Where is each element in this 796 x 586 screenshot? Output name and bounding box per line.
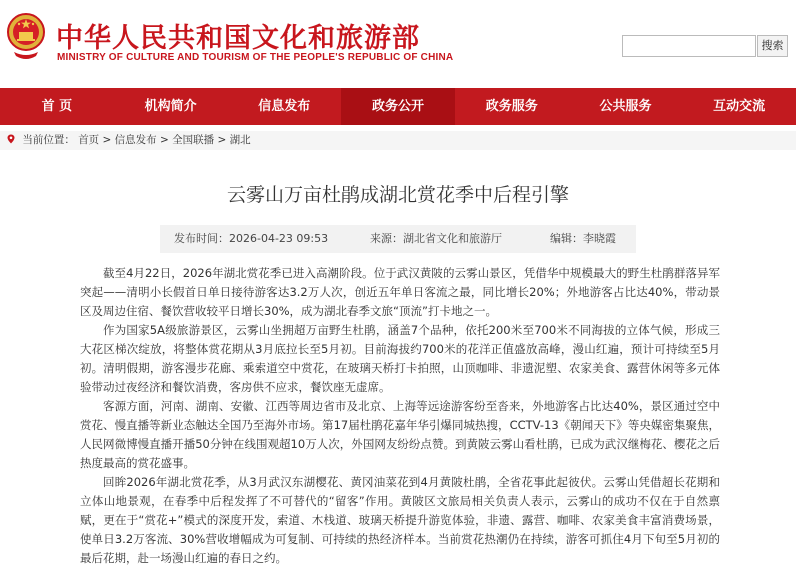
article-title: 云雾山万亩杜鹃成湖北赏花季中后程引擎 xyxy=(226,184,569,206)
article-paragraph: 客源方面，河南、湖南、安徽、江西等周边省市及北京、上海等远途游客纷至沓来，外地游客占比达40%，景区通过空中赏花、慢直播等新业态触达全国乃至海外市场。第17届杜鹃花嘉年华引爆同城热搜，CCTV-13《朝闻天下》等央媒密集聚焦，人民网微博慢直播开播50分钟在线围观超10万人次，外国网友纷纷点赞。到黄陂云雾山看杜鹃，已成为武汉继梅花、樱花之后热度最高的赏花盛事。 xyxy=(80,399,720,470)
breadcrumb-item-home[interactable]: 首页 xyxy=(78,134,100,146)
article-paragraph: 回眸2026年湖北赏花季，从3月武汉东湖樱花、黄冈油菜花到4月黄陂杜鹃，全省花事此起彼伏。云雾山凭借超长花期和立体山地景观，在春季中后程发挥了不可替代的“留客”作用。黄陂区文旅局相关负责人表示，云雾山的成功不仅在于自然禀赋，更在于“赏花+”模式的深度开发，索道、木栈道、玻璃天桥提升游览体验，非遗、露营、咖啡、农家美食丰富消费场景，使单日3.2万客流、30%营收增幅成为可复制、可持续的热经济样本。当前赏花热潮仍在持续，游客可抓住4月下旬至5月初的最后花期，赴一场漫山红遍的春日之约。 xyxy=(80,475,720,565)
breadcrumb-separator: > xyxy=(160,134,173,146)
breadcrumb xyxy=(0,131,796,150)
article-body xyxy=(80,264,720,568)
national-emblem-icon[interactable] xyxy=(6,8,46,64)
location-icon xyxy=(6,134,16,144)
nav-item-government-services[interactable]: 政务服务 xyxy=(485,99,538,114)
publish-time: 发布时间：2026-04-23 09:53 xyxy=(174,232,329,245)
breadcrumb-item-news[interactable]: 信息发布 xyxy=(114,134,157,146)
search-input[interactable] xyxy=(622,35,756,57)
site-header xyxy=(0,0,796,88)
breadcrumb-item-national[interactable]: 全国联播 xyxy=(172,134,215,146)
breadcrumb-item-hubei[interactable]: 湖北 xyxy=(229,134,251,146)
breadcrumb-separator: > xyxy=(217,134,230,146)
search-button[interactable]: 搜索 xyxy=(757,35,788,57)
article-paragraph: 截至4月22日，2026年湖北赏花季已进入高潮阶段。位于武汉黄陂的云雾山景区，凭借华中规模最大的野生杜鹃群落异军突起——清明小长假首日单日接待游客达3.2万人次，创近五年单日客流之最，同比增长20%；外地游客占比达40%，带动景区及周边住宿、餐饮营收较平日增长30%，成为湖北春季文旅“顶流”打卡地之一。 xyxy=(80,266,720,318)
site-subtitle: MINISTRY OF CULTURE AND TOURISM OF THE PEOPLE'S REPUBLIC OF CHINA xyxy=(57,52,454,63)
article-paragraph: 作为国家5A级旅游景区，云雾山坐拥超万亩野生杜鹃，涵盖7个品种，依托200米至700米不同海拔的立体气候，形成三大花区梯次绽放，将整体赏花期从3月底拉长至5月初。目前海拔约700米的花洋正值盛放高峰，漫山红遍，预计可持续至5月初。清明假期，游客漫步花廊、乘索道空中赏花，在玻璃天桥打卡拍照，山顶咖啡、非遗泥塑、农家美食、露营休闲等多元体验带动过夜经济和餐饮消费，客房供不应求，餐饮座无虚席。 xyxy=(80,323,720,394)
nav-item-interaction[interactable]: 互动交流 xyxy=(713,99,766,114)
nav-item-about[interactable]: 机构简介 xyxy=(144,99,197,114)
nav-item-news[interactable]: 信息发布 xyxy=(258,99,311,114)
site-title[interactable]: 中华人民共和国文化和旅游部 xyxy=(56,23,420,54)
main-nav xyxy=(0,88,796,125)
nav-item-home[interactable]: 首 页 xyxy=(41,99,73,114)
article-source: 来源：湖北省文化和旅游厅 xyxy=(370,232,502,245)
nav-item-government-affairs[interactable]: 政务公开 xyxy=(341,88,455,125)
article-editor: 编辑：李晓霞 xyxy=(550,232,616,245)
breadcrumb-prefix: 当前位置： xyxy=(22,134,75,146)
breadcrumb-separator: > xyxy=(102,134,115,146)
nav-item-public-services[interactable]: 公共服务 xyxy=(599,99,652,114)
article-meta-bar xyxy=(160,225,636,253)
